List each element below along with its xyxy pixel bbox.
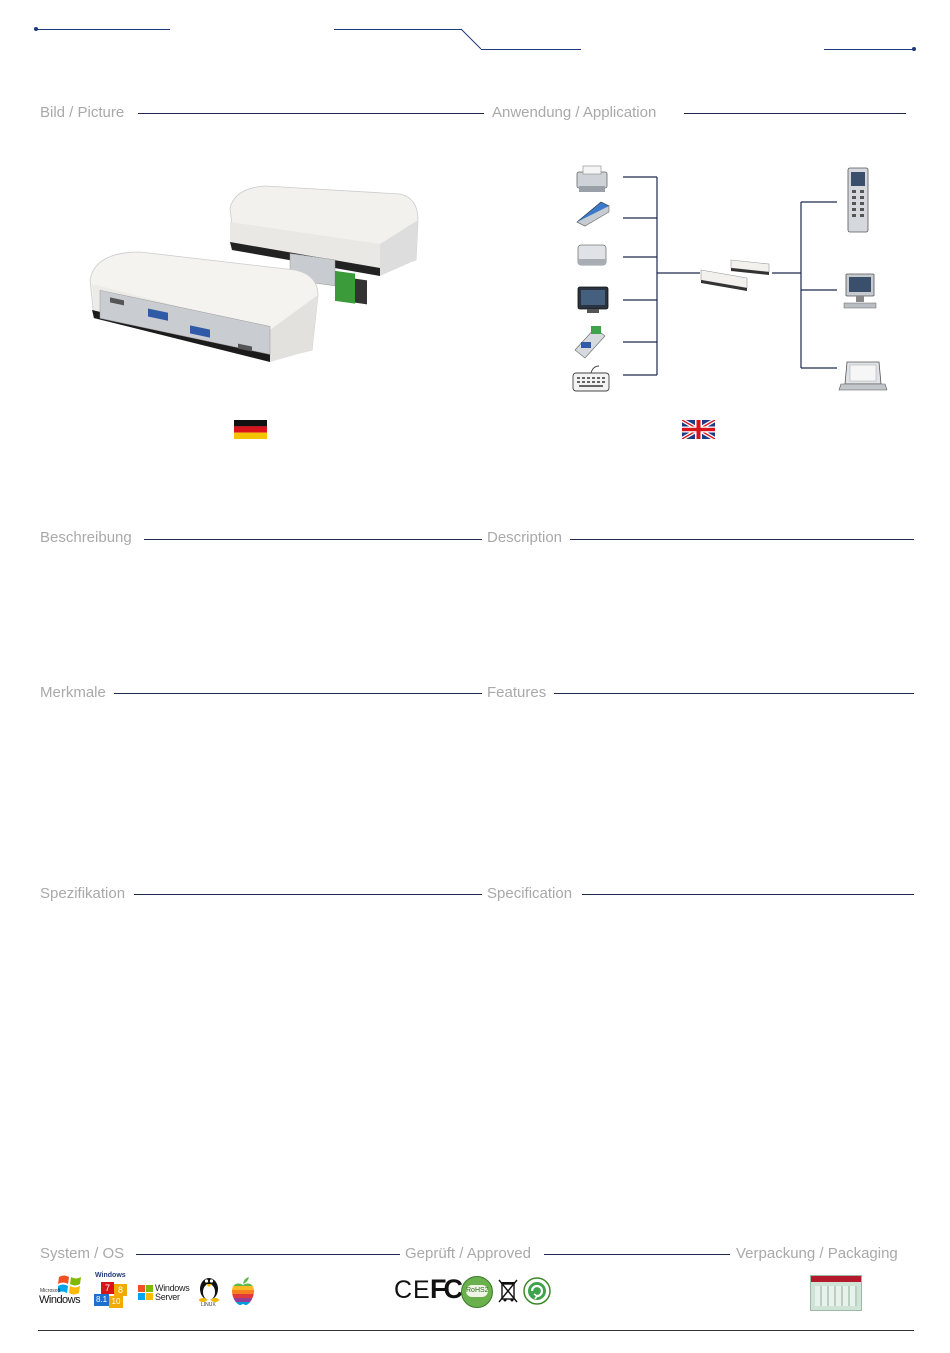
- ce-mark: CE: [394, 1276, 431, 1304]
- section-title-specification: Specification: [487, 885, 576, 902]
- specification-rule: [582, 894, 914, 895]
- monitor-icon: [578, 287, 608, 313]
- section-title-packaging: Verpackung / Packaging: [736, 1245, 902, 1262]
- fcc-mark: FC: [430, 1274, 460, 1304]
- packaging-header-strip: [811, 1276, 861, 1282]
- drive-icon: [578, 245, 606, 265]
- system-rule: [136, 1254, 400, 1255]
- apple-icon: [230, 1276, 256, 1306]
- german-flag-icon[interactable]: [234, 420, 267, 439]
- product-image: [80, 180, 420, 370]
- picture-rule: [138, 113, 484, 114]
- laptop-icon: [839, 362, 887, 390]
- uk-flag-icon[interactable]: [682, 420, 715, 439]
- desktop-computer-icon: [844, 274, 876, 308]
- section-title-application: Anwendung / Application: [492, 104, 660, 121]
- weee-bin-icon: [498, 1278, 518, 1304]
- windows-server-logo: [138, 1283, 192, 1303]
- windows-versions-logo: [93, 1272, 129, 1310]
- win-7-tile: 7: [101, 1282, 114, 1294]
- win-8-tile: 8: [114, 1284, 127, 1296]
- footer-rule: [38, 1330, 914, 1331]
- printer-icon: [577, 166, 607, 192]
- green-dot-icon: [523, 1277, 551, 1305]
- win-81-tile: 8.1: [95, 1295, 108, 1304]
- pc-tower-icon: [848, 168, 868, 232]
- linux-logo: [197, 1274, 221, 1310]
- win-10-tile: 10: [109, 1296, 123, 1308]
- section-title-system: System / OS: [40, 1245, 128, 1262]
- header-line-2: [334, 29, 462, 30]
- section-title-description: Description: [487, 529, 566, 546]
- keyboard-icon: [573, 366, 609, 391]
- card-terminal-icon: [575, 326, 605, 358]
- section-title-spezifikation: Spezifikation: [40, 885, 129, 902]
- section-title-picture: Bild / Picture: [40, 104, 128, 121]
- approved-rule: [544, 1254, 730, 1255]
- features-rule: [554, 693, 914, 694]
- scanner-icon: [577, 202, 609, 226]
- header-line-4: [824, 49, 914, 50]
- win-versions-title: Windows: [95, 1272, 126, 1279]
- server-line1-text: Windows: [155, 1283, 190, 1293]
- linux-text: LINUX: [201, 1302, 216, 1308]
- rohs-badge: [461, 1276, 493, 1308]
- linux-penguin-icon: [197, 1274, 221, 1302]
- hub-device-icon: [701, 260, 769, 291]
- section-title-features: Features: [487, 684, 550, 701]
- packaging-image: [810, 1275, 862, 1311]
- beschreibung-rule: [144, 539, 482, 540]
- section-title-beschreibung: Beschreibung: [40, 529, 136, 546]
- application-rule: [684, 113, 906, 114]
- section-title-approved: Geprüft / Approved: [405, 1245, 535, 1262]
- header-dot-right: [912, 47, 916, 51]
- xp-microsoft-text: Microsoft: [40, 1288, 61, 1294]
- description-rule: [570, 539, 914, 540]
- xp-windows-text: Windows: [39, 1294, 81, 1306]
- rohs-inner: RoHS2: [466, 1285, 488, 1297]
- header-line-1: [36, 29, 170, 30]
- application-diagram: [565, 160, 905, 400]
- server-line2-text: Server: [155, 1292, 180, 1302]
- windows-xp-logo: [38, 1274, 84, 1308]
- merkmale-rule: [114, 693, 482, 694]
- spezifikation-rule: [134, 894, 482, 895]
- header-line-3: [481, 49, 581, 50]
- section-title-merkmale: Merkmale: [40, 684, 110, 701]
- packaging-body: [815, 1286, 857, 1306]
